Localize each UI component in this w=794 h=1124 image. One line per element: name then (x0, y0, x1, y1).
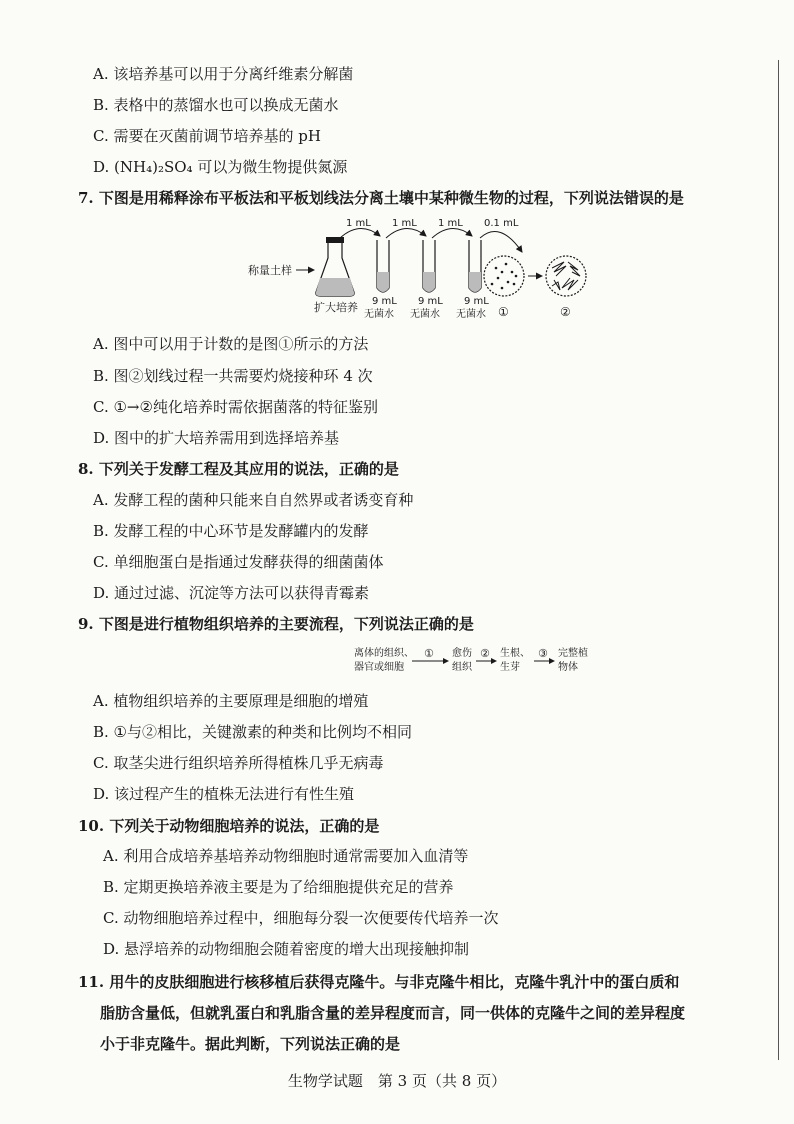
spread-plate-icon (484, 256, 524, 296)
q9-stem: 9. 下图是进行植物组织培养的主要流程，下列说法正确的是 (78, 615, 474, 633)
q7-option-b[interactable]: B. 图②划线过程一共需要灼烧接种环 4 次 (93, 367, 373, 385)
transfer-label-2: 1 mL (392, 218, 417, 229)
q7-stem: 7. 下图是用稀释涂布平板法和平板划线法分离土壤中某种微生物的过程，下列说法错误的是 (78, 189, 684, 207)
transfer-label-1: 1 mL (346, 218, 371, 229)
q11-stem-line-3: 小于非克隆牛。据此判断，下列说法正确的是 (100, 1035, 401, 1053)
q8-stem: 8. 下列关于发酵工程及其应用的说法，正确的是 (78, 460, 399, 478)
q9-option-c[interactable]: C. 取茎尖进行组织培养所得植株几乎无病毒 (93, 754, 384, 772)
q8-option-b[interactable]: B. 发酵工程的中心环节是发酵罐内的发酵 (93, 522, 369, 540)
flow-step-4-line2: 物体 (558, 662, 578, 673)
sample-label: 称量土样 (248, 264, 292, 277)
flow-step-2-line2: 组织 (452, 662, 472, 673)
q7-option-c[interactable]: C. ①→②纯化培养时需依据菌落的特征鉴别 (93, 398, 378, 416)
plate-label-2: ② (560, 305, 571, 319)
prev-option-c[interactable]: C. 需要在灭菌前调节培养基的 pH (93, 127, 321, 145)
flow-step-4-line1: 完整植 (558, 648, 588, 659)
q8-option-d[interactable]: D. 通过过滤、沉淀等方法可以获得青霉素 (93, 584, 370, 602)
transfer-arrow-3 (432, 228, 472, 238)
prev-option-a[interactable]: A. 该培养基可以用于分离纤维素分解菌 (93, 65, 354, 83)
q10-option-a[interactable]: A. 利用合成培养基培养动物细胞时通常需要加入血清等 (103, 847, 469, 865)
q10-option-b[interactable]: B. 定期更换培养液主要是为了给细胞提供充足的营养 (103, 878, 454, 896)
q9-option-d[interactable]: D. 该过程产生的植株无法进行有性生殖 (93, 785, 355, 803)
plate-label-1: ① (498, 305, 509, 319)
q10-stem: 10. 下列关于动物细胞培养的说法，正确的是 (78, 817, 380, 835)
flask-icon (316, 237, 354, 296)
page-footer: 生物学试题 第 3 页（共 8 页） (287, 1072, 507, 1090)
tissue-culture-flowchart (354, 643, 588, 683)
page-edge-line (778, 60, 779, 1060)
transfer-arrow-4 (480, 232, 522, 252)
flow-step-1-line2: 器官或细胞 (354, 662, 404, 673)
tube-volume-2: 9 mL (418, 296, 443, 307)
flow-step-1-line1: 离体的组织、 (354, 648, 414, 659)
tube-liquid-1: 无菌水 (364, 309, 394, 320)
test-tube-icon-2 (423, 240, 435, 292)
transfer-label-4: 0.1 mL (484, 218, 519, 229)
q11-stem-line-2: 脂肪含量低，但就乳蛋白和乳脂含量的差异程度而言，同一供体的克隆牛之间的差异程度 (100, 1004, 686, 1022)
tube-volume-1: 9 mL (372, 296, 397, 307)
transfer-arrow-2 (386, 228, 426, 238)
test-tube-icon-1 (377, 240, 389, 292)
flow-step-3-line1: 生根、 (500, 648, 530, 659)
prev-option-d[interactable]: D. (NH₄)₂SO₄ 可以为微生物提供氮源 (93, 158, 348, 176)
flow-step-2-line1: 愈伤 (452, 648, 472, 659)
q10-option-c[interactable]: C. 动物细胞培养过程中，细胞每分裂一次便要传代培养一次 (103, 909, 499, 927)
tube-liquid-3: 无菌水 (456, 309, 486, 320)
flow-step-3-line2: 生芽 (500, 662, 520, 673)
q9-option-a[interactable]: A. 植物组织培养的主要原理是细胞的增殖 (93, 692, 369, 710)
q11-stem-line-1: 11. 用牛的皮肤细胞进行核移植后获得克隆牛。与非克隆牛相比，克隆牛乳汁中的蛋白质和 (78, 973, 680, 991)
q7-option-a[interactable]: A. 图中可以用于计数的是图①所示的方法 (93, 335, 369, 353)
q8-option-c[interactable]: C. 单细胞蛋白是指通过发酵获得的细菌菌体 (93, 553, 384, 571)
prev-option-b[interactable]: B. 表格中的蒸馏水也可以换成无菌水 (93, 96, 339, 114)
tube-liquid-2: 无菌水 (410, 309, 440, 320)
transfer-label-3: 1 mL (438, 218, 463, 229)
tube-volume-3: 9 mL (464, 296, 489, 307)
q10-option-d[interactable]: D. 悬浮培养的动物细胞会随着密度的增大出现接触抑制 (103, 940, 470, 958)
test-tube-icon-3 (469, 240, 481, 292)
flow-arrow-label-3: ③ (538, 647, 548, 660)
flask-label: 扩大培养 (314, 301, 358, 314)
streak-plate-icon (546, 256, 586, 296)
q7-option-d[interactable]: D. 图中的扩大培养需用到选择培养基 (93, 429, 340, 447)
q8-option-a[interactable]: A. 发酵工程的菌种只能来自自然界或者诱变育种 (93, 491, 414, 509)
dilution-plating-figure (240, 212, 600, 324)
q9-option-b[interactable]: B. ①与②相比，关键激素的种类和比例均不相同 (93, 723, 413, 741)
flow-arrow-label-2: ② (480, 647, 490, 660)
flow-arrow-label-1: ① (424, 647, 434, 660)
transfer-arrow-1 (340, 228, 380, 238)
